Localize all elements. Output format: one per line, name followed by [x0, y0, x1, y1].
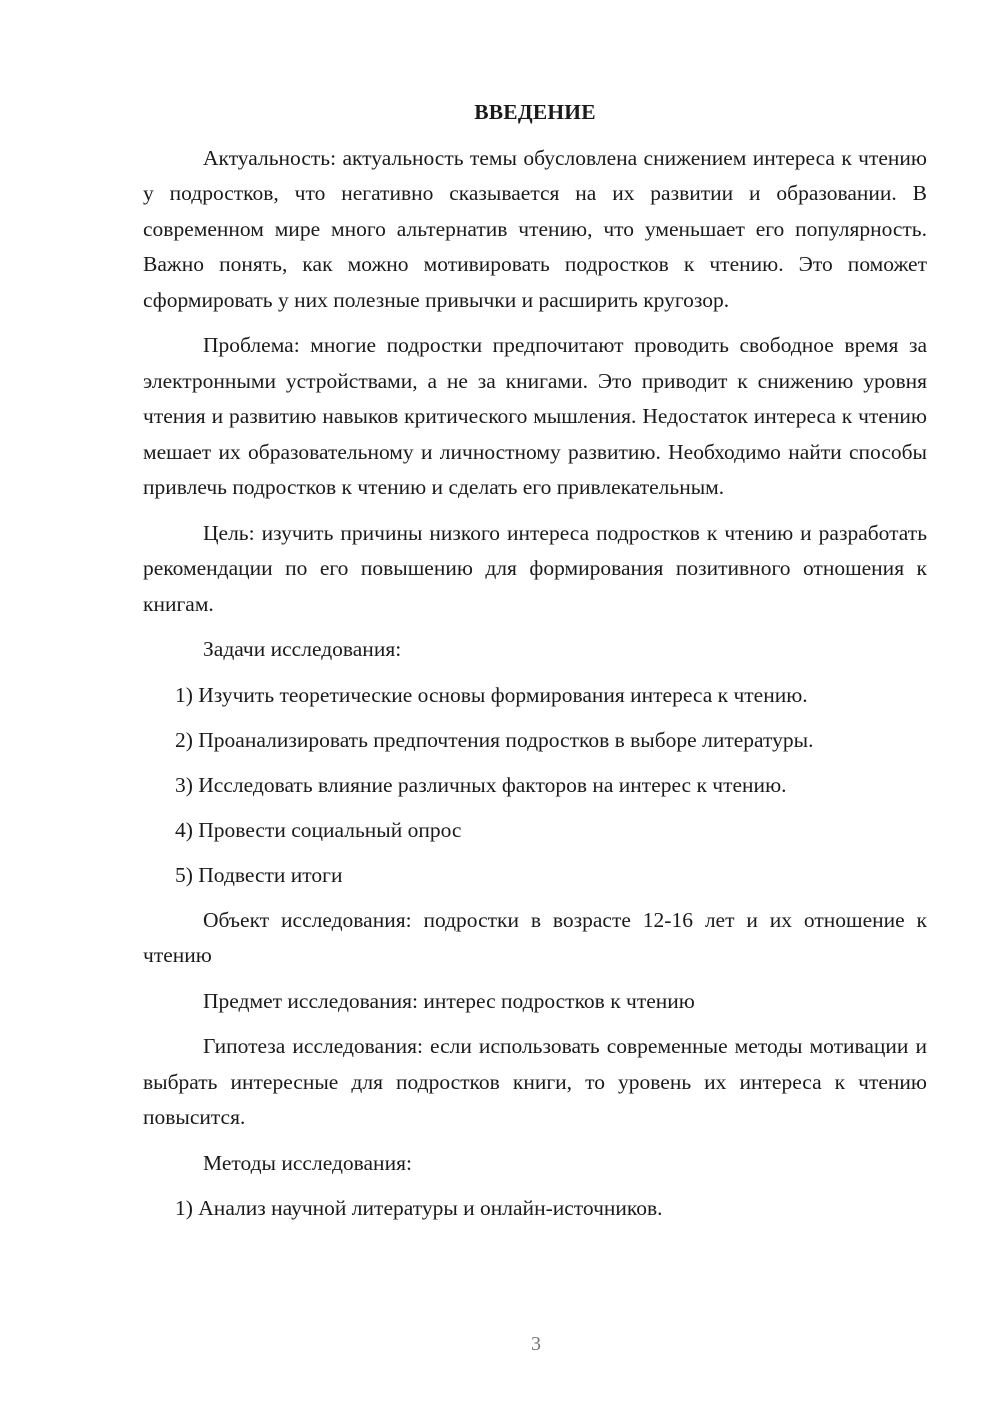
task-item-1: 1) Изучить теоретические основы формирования интереса к чтению. [175, 682, 808, 707]
page-number: 3 [531, 1333, 541, 1355]
paragraph-relevance: Актуальность: актуальность темы обусловлена снижением интереса к чтению у подростков, что негативно сказывается на их развитии и образовании. В современном мире много альтернатив чтению, что уменьшает его популярность. Важно понять, как можно мотивировать подростков к чтению. Это поможет сформировать у них полезные привычки и расширить кругозор. [143, 145, 927, 312]
task-item-5: 5) Подвести итоги [175, 862, 343, 887]
method-item-1: 1) Анализ научной литературы и онлайн-источников. [175, 1196, 663, 1220]
section-title: ВВЕДЕНИЕ [474, 100, 596, 124]
page-content [143, 95, 927, 1236]
paragraph-subject: Предмет исследования: интерес подростков к чтению [203, 988, 695, 1013]
task-item-2: 2) Проанализировать предпочтения подростков в выборе литературы. [175, 727, 814, 752]
task-item-4: 4) Провести социальный опрос [175, 817, 462, 842]
tasks-label: Задачи исследования: [203, 637, 402, 661]
paragraph-hypothesis: Гипотеза исследования: если использовать современные методы мотивации и выбрать интересные для подростков книги, то уровень их интереса к чтению повысится. [143, 1034, 927, 1129]
methods-label: Методы исследования: [203, 1150, 412, 1175]
task-item-3: 3) Исследовать влияние различных факторов на интерес к чтению. [175, 772, 787, 797]
paragraph-goal: Цель: изучить причины низкого интереса подростков к чтению и разработать рекомендации по его повышению для формирования позитивного отношения к книгам. [143, 520, 927, 616]
paragraph-problem: Проблема: многие подростки предпочитают проводить свободное время за электронными устройствами, а не за книгами. Это приводит к снижению уровня чтения и развитию навыков критического мышления. Недостаток интереса к чтению мешает их образовательному и личностному развитию. Необходимо найти способы привлечь подростков к чтению и сделать его привлекательным. [143, 333, 927, 499]
paragraph-object: Объект исследования: подростки в возрасте 12-16 лет и их отношение к чтению [143, 907, 927, 967]
